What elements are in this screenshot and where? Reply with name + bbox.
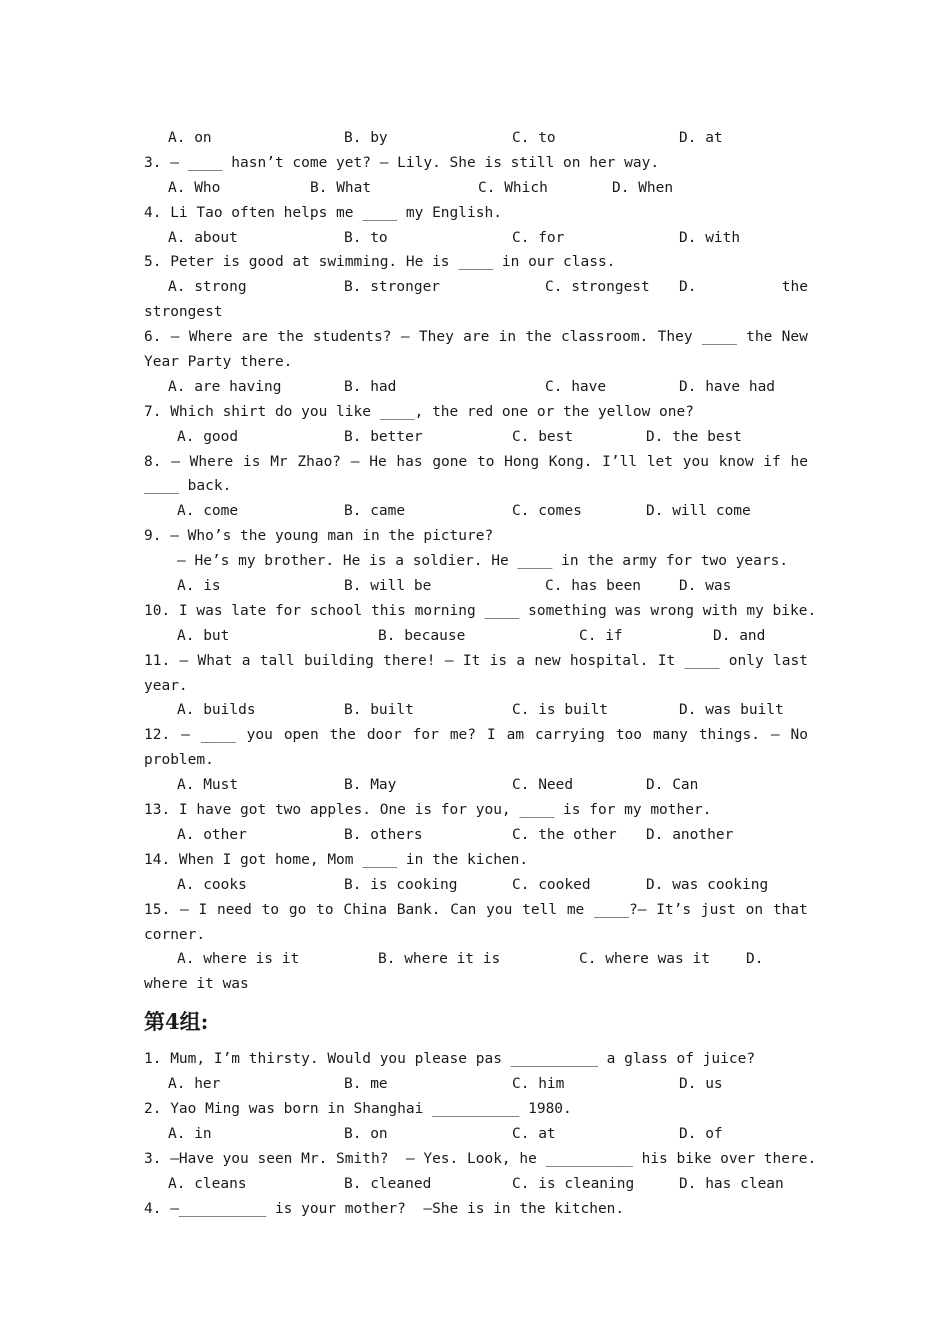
option-b[interactable]: B. had	[344, 378, 397, 395]
option-c[interactable]: C. the other	[512, 826, 617, 843]
option-a[interactable]: A. good	[177, 428, 239, 445]
option-c[interactable]: C. comes	[512, 503, 582, 520]
question-stem: 2. Yao Ming was born in Shanghai __________ 1980.	[144, 1100, 572, 1117]
option-b[interactable]: B. by	[344, 130, 388, 146]
question-stem: 3. —Have you seen Mr. Smith? — Yes. Look, he __________ his bike over there.	[144, 1150, 817, 1167]
question-stem: 4. Li Tao often helps me ____ my English.	[144, 204, 502, 221]
option-a[interactable]: A. Must	[177, 777, 239, 794]
option-b[interactable]: B. where it is	[378, 951, 501, 968]
option-d[interactable]: D. has clean	[679, 1175, 784, 1192]
option-d[interactable]: D. us	[679, 1076, 723, 1093]
question-stem-justified: 11. — What a tall building there! — It is a new hospital. It ____ only last	[144, 652, 808, 669]
option-d-text[interactable]: the	[781, 279, 808, 296]
option-row	[144, 425, 808, 450]
option-a[interactable]: A. in	[168, 1125, 212, 1142]
option-row	[144, 176, 808, 201]
option-d[interactable]: D. another	[646, 826, 734, 843]
option-b[interactable]: B. me	[344, 1076, 388, 1093]
option-d[interactable]: D. will come	[646, 503, 751, 520]
option-b[interactable]: B. What	[310, 179, 372, 196]
option-c[interactable]: C. if	[579, 627, 623, 644]
option-b[interactable]: B. came	[344, 503, 406, 520]
question-stem: 4. —__________ is your mother? —She is in the kitchen.	[144, 1200, 625, 1217]
option-c[interactable]: C. best	[512, 428, 574, 445]
option-wrap: strongest	[144, 304, 223, 321]
option-d[interactable]: D. with	[679, 229, 741, 246]
option-a[interactable]: A. other	[177, 826, 247, 843]
option-wrap: where it was	[144, 976, 249, 993]
option-row	[144, 499, 808, 524]
option-c[interactable]: C. has been	[545, 578, 642, 595]
option-b[interactable]: B. better	[344, 428, 423, 445]
question-stem-cont: corner.	[144, 926, 206, 943]
option-d[interactable]: D. and	[713, 627, 766, 644]
option-a[interactable]: A. on	[168, 130, 212, 146]
option-d[interactable]: D.	[746, 951, 764, 968]
option-c[interactable]: C. have	[545, 378, 607, 395]
option-a[interactable]: A. where is it	[177, 951, 300, 968]
question-stem: 3. — ____ hasn’t come yet? — Lily. She is still on her way.	[144, 154, 660, 171]
option-a[interactable]: A. but	[177, 627, 230, 644]
question-stem-cont: Year Party there.	[144, 354, 293, 371]
option-row	[144, 1072, 808, 1097]
question-stem: 13. I have got two apples. One is for you, ____ is for my mother.	[144, 802, 712, 819]
option-d[interactable]: D.	[679, 279, 697, 296]
question-stem: 7. Which shirt do you like ____, the red one or the yellow one?	[144, 403, 694, 420]
option-b[interactable]: B. cleaned	[344, 1175, 432, 1192]
page-content	[144, 126, 817, 1221]
option-d[interactable]: D. Can	[646, 777, 699, 794]
question-stem: 1. Mum, I’m thirsty. Would you please pas __________ a glass of juice?	[144, 1051, 756, 1068]
question-stem: 9. — Who’s the young man in the picture?	[144, 528, 494, 545]
option-a[interactable]: A. cooks	[177, 876, 247, 893]
option-row	[144, 698, 808, 723]
option-row	[144, 873, 808, 898]
option-b[interactable]: B. others	[344, 826, 423, 843]
option-b[interactable]: B. is cooking	[344, 876, 458, 893]
option-c[interactable]: C. cooked	[512, 876, 591, 893]
option-a[interactable]: A. about	[168, 229, 238, 246]
option-row	[144, 375, 808, 400]
option-row	[144, 574, 808, 599]
option-b[interactable]: B. May	[344, 777, 397, 794]
option-row	[144, 624, 808, 649]
option-d[interactable]: D. the best	[646, 428, 743, 445]
option-row	[144, 126, 808, 151]
section-heading: 第4组:	[144, 1009, 209, 1035]
option-c[interactable]: C. at	[512, 1125, 556, 1142]
option-d[interactable]: D. have had	[679, 378, 776, 395]
option-b[interactable]: B. on	[344, 1125, 388, 1142]
option-d[interactable]: D. at	[679, 130, 723, 146]
option-row	[144, 1172, 808, 1197]
question-stem: 14. When I got home, Mom ____ in the kichen.	[144, 851, 529, 868]
option-c[interactable]: C. Need	[512, 777, 574, 794]
question-stem-justified: 6. — Where are the students? — They are in the classroom. They ____ the New	[144, 329, 808, 346]
option-row	[144, 947, 808, 972]
option-row	[144, 226, 808, 251]
option-c[interactable]: C. Which	[478, 179, 548, 196]
option-d[interactable]: D. When	[612, 179, 674, 196]
option-d[interactable]: D. was cooking	[646, 876, 769, 893]
option-c[interactable]: C. is built	[512, 702, 609, 719]
option-c[interactable]: C. where was it	[579, 951, 710, 968]
question-stem-cont: — He’s my brother. He is a soldier. He ____ in the army for two years.	[177, 553, 789, 570]
option-c[interactable]: C. for	[512, 229, 565, 246]
option-a[interactable]: A. come	[177, 503, 239, 520]
option-a[interactable]: A. builds	[177, 702, 256, 719]
question-stem-cont: ____ back.	[144, 478, 232, 495]
question-stem-cont: problem.	[144, 752, 214, 769]
option-b[interactable]: B. because	[378, 627, 466, 644]
option-d[interactable]: D. was built	[679, 702, 784, 719]
option-c[interactable]: C. is cleaning	[512, 1175, 635, 1192]
option-c[interactable]: C. him	[512, 1076, 565, 1093]
option-d[interactable]: D. of	[679, 1125, 723, 1142]
option-a[interactable]: A. is	[177, 578, 221, 595]
question-stem: 5. Peter is good at swimming. He is ____ in our class.	[144, 254, 616, 271]
question-stem-cont: year.	[144, 677, 188, 694]
question-stem-justified: 15. — I need to go to China Bank. Can you tell me ____?— It’s just on that	[144, 901, 808, 918]
option-a[interactable]: A. are having	[168, 378, 282, 395]
option-b[interactable]: B. built	[344, 702, 414, 719]
question-stem-justified: 8. — Where is Mr Zhao? — He has gone to Hong Kong. I’ll let you know if he	[144, 453, 808, 470]
question-stem: 10. I was late for school this morning ____ something was wrong with my bike.	[144, 602, 817, 619]
option-a[interactable]: A. cleans	[168, 1175, 247, 1192]
option-row	[144, 275, 808, 300]
option-b[interactable]: B. stronger	[344, 279, 441, 296]
option-row	[144, 1122, 808, 1147]
option-a[interactable]: A. Who	[168, 179, 221, 196]
option-c[interactable]: C. strongest	[545, 279, 650, 296]
option-d[interactable]: D. was	[679, 578, 732, 595]
option-c[interactable]: C. to	[512, 130, 556, 146]
option-row	[144, 823, 808, 848]
option-b[interactable]: B. to	[344, 229, 388, 246]
question-stem-justified: 12. — ____ you open the door for me? I am carrying too many things. — No	[144, 727, 808, 744]
option-a[interactable]: A. strong	[168, 279, 247, 296]
option-a[interactable]: A. her	[168, 1076, 221, 1093]
option-b[interactable]: B. will be	[344, 578, 432, 595]
option-row	[144, 773, 808, 798]
